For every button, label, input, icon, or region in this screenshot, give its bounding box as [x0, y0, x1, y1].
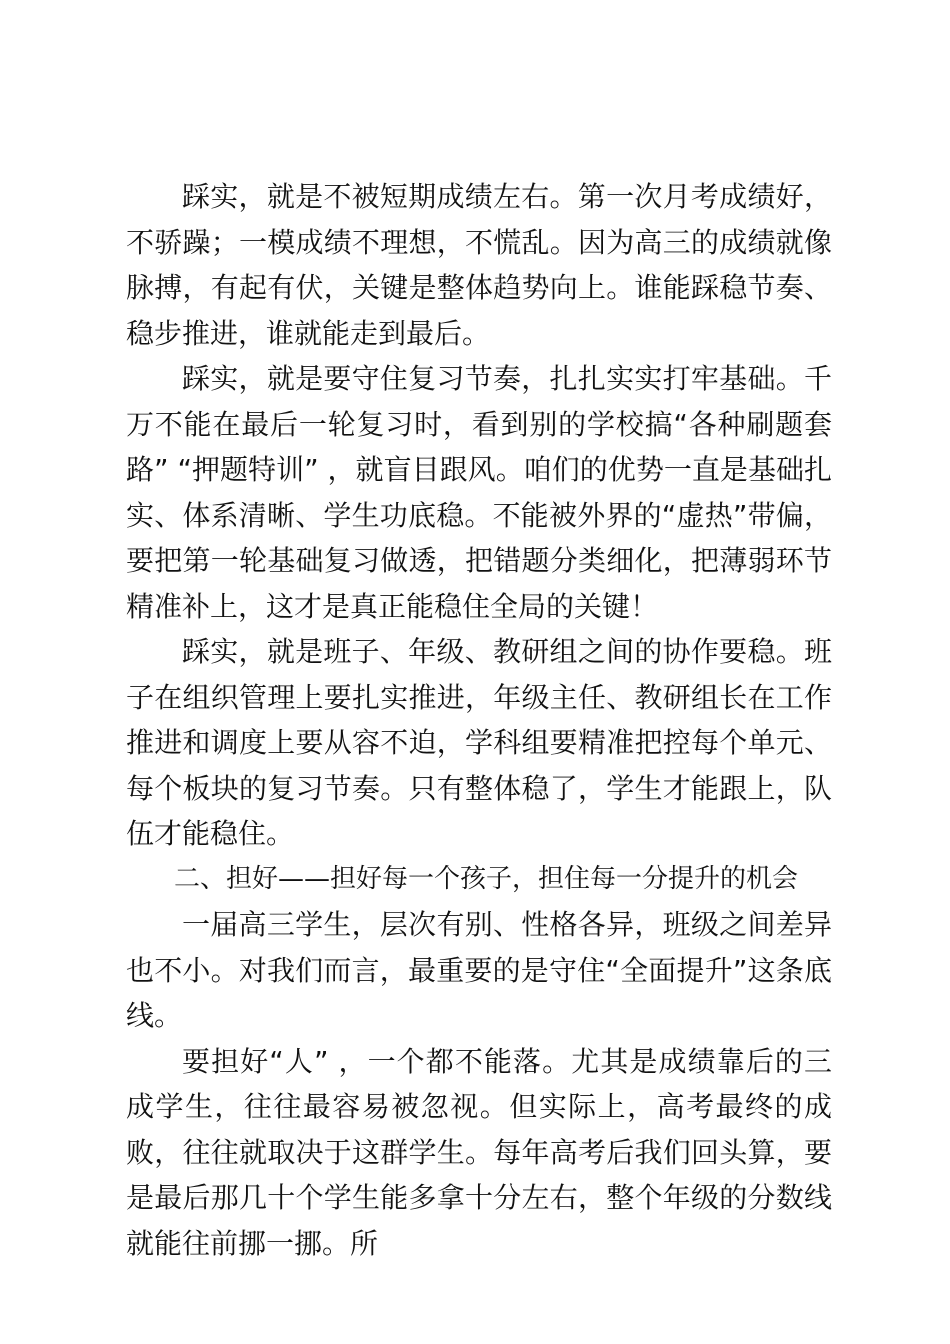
paragraph-3: 踩实，就是班子、年级、教研组之间的协作要稳。班子在组织管理上要扎实推进，年级主任、教研组长在工作推进和调度上要从容不迫，学科组要精准把控每个单元、每个板块的复习节奏。只有整体稳了，学生才能跟上，队伍才能稳住。 [126, 635, 832, 850]
paragraph-1: 踩实，就是不被短期成绩左右。第一次月考成绩好，不骄躁；一模成绩不理想，不慌乱。因为高三的成绩就像脉搏，有起有伏，关键是整体趋势向上。谁能踩稳节奏、稳步推进，谁就能走到最后。 [126, 180, 832, 350]
paragraph-4: 一届高三学生，层次有别、性格各异，班级之间差异也不小。对我们而言，最重要的是守住“全面提升”这条底线。 [126, 908, 832, 1032]
document-body [126, 174, 832, 1266]
paragraph-5: 要担好“人” ，一个都不能落。尤其是成绩靠后的三成学生，往往最容易被忽视。但实际上，高考最终的成败，往往就取决于这群学生。每年高考后我们回头算，要是最后那几十个学生能多拿十分左右，整个年级的分数线就能往前挪一挪。所 [126, 1044, 832, 1260]
paragraph-2: 踩实，就是要守住复习节奏，扎扎实实打牢基础。千万不能在最后一轮复习时，看到别的学校搞“各种刷题套路” “押题特训” ，就盲目跟风。咱们的优势一直是基础扎实、体系清晰、学生功底稳。不能被外界的“虚热”带偏，要把第一轮基础复习做透，把错题分类细化，把薄弱环节精准补上，这才是真正能稳住全局的关键！ [126, 362, 832, 623]
section-heading: 二、担好——担好每一个孩子，担住每一分提升的机会 [174, 863, 799, 894]
